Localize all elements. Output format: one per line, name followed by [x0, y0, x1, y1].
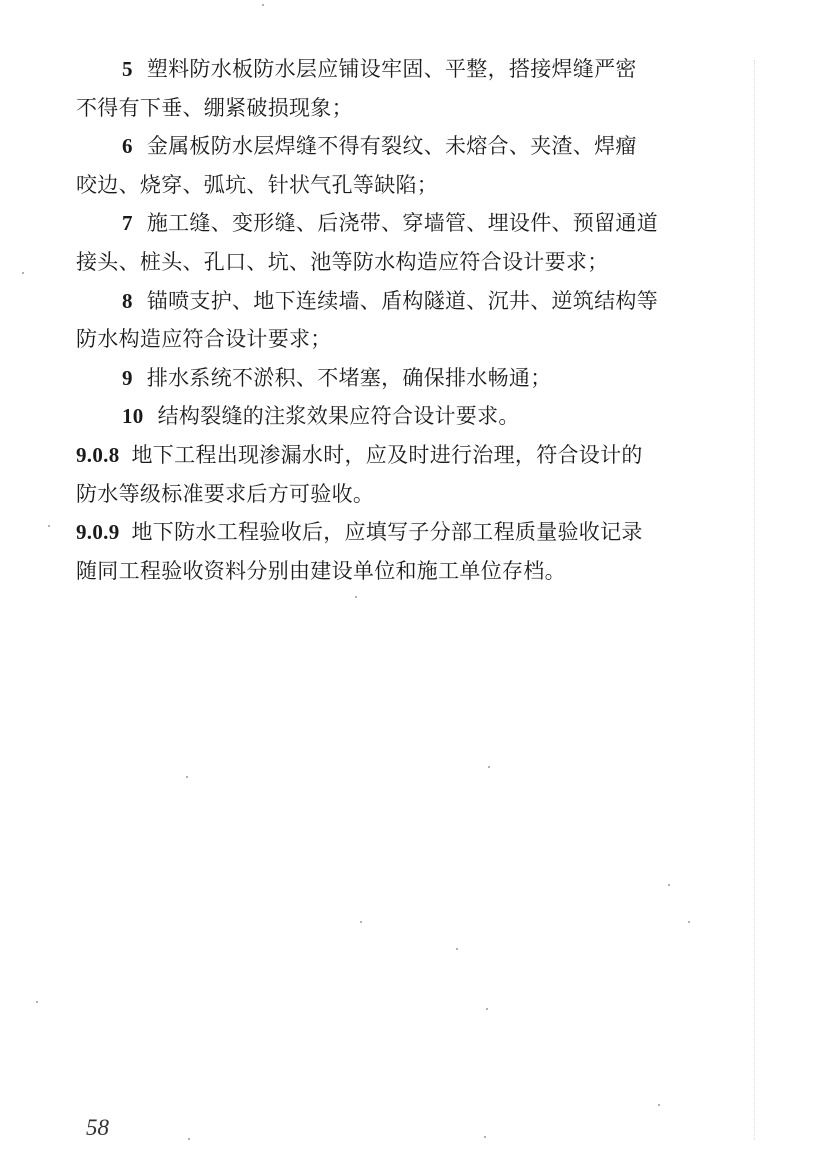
scan-speck — [262, 4, 264, 6]
section-9-0-8-line-2: 防水等级标准要求后方可验收。 — [76, 481, 375, 506]
page-number: 58 — [86, 1115, 109, 1140]
item-text: 金属板防水层焊缝不得有裂纹、未熔合、夹渣、焊瘤 — [146, 134, 637, 159]
scan-speck — [188, 1138, 190, 1140]
item-text: 塑料防水板防水层应铺设牢固、平整，搭接焊缝严密 — [146, 57, 637, 81]
section-text: 地下工程出现渗漏水时，应及时进行治理，符合设计的 — [131, 442, 643, 467]
item-number: 9 — [122, 365, 133, 390]
section-9-0-9-line-2: 随同工程验收资料分别由建设单位和施工单位存档。 — [76, 558, 566, 583]
scan-speck — [48, 525, 50, 527]
list-item-5-line-1 — [76, 50, 756, 89]
item-number: 6 — [122, 134, 133, 159]
list-item-7-line-1 — [76, 204, 756, 243]
scan-speck — [360, 921, 362, 923]
section-number: 9.0.9 — [76, 520, 120, 545]
list-item-6-line-1 — [76, 127, 756, 166]
item-text: 施工缝、变形缝、后浇带、穿墙管、埋设件、预留通道 — [146, 211, 659, 236]
document-body — [76, 50, 756, 590]
item-text: 锚喷支护、地下连续墙、盾构隧道、沉井、逆筑结构等 — [146, 288, 659, 313]
scan-speck — [186, 776, 188, 778]
item-number: 8 — [122, 288, 133, 313]
item-number: 10 — [122, 404, 144, 429]
item-text: 排水系统不淤积、不堵塞，确保排水畅通； — [146, 365, 552, 390]
scan-speck — [488, 766, 490, 768]
scan-speck — [484, 1136, 486, 1138]
item-number: 5 — [122, 57, 133, 81]
section-number: 9.0.8 — [76, 442, 120, 467]
scan-speck — [22, 272, 24, 274]
scan-speck — [668, 884, 670, 886]
list-item-10 — [76, 397, 756, 436]
section-9-0-9-line-1 — [76, 513, 756, 552]
section-9-0-8-line-1 — [76, 436, 756, 475]
list-item-8-line-1 — [76, 282, 756, 321]
item-text: 结构裂缝的注浆效果应符合设计要求。 — [157, 404, 520, 429]
scan-speck — [486, 1008, 488, 1010]
list-item-7-line-2: 接头、桩头、孔口、坑、池等防水构造应符合设计要求； — [76, 249, 609, 274]
scan-speck — [688, 921, 690, 923]
list-item-5-line-2: 不得有下垂、绷紧破损现象； — [76, 95, 353, 120]
scan-speck — [36, 1001, 38, 1003]
scan-speck — [456, 948, 458, 950]
item-number: 7 — [122, 211, 133, 236]
section-text: 地下防水工程验收后，应填写子分部工程质量验收记录 — [131, 520, 643, 545]
scan-edge-divider — [754, 60, 757, 1140]
scan-speck — [355, 596, 357, 598]
list-item-9 — [76, 359, 756, 398]
list-item-6-line-2: 咬边、烧穿、弧坑、针状气孔等缺陷； — [76, 172, 439, 197]
scan-speck — [658, 1104, 660, 1106]
list-item-8-line-2: 防水构造应符合设计要求； — [76, 327, 332, 352]
